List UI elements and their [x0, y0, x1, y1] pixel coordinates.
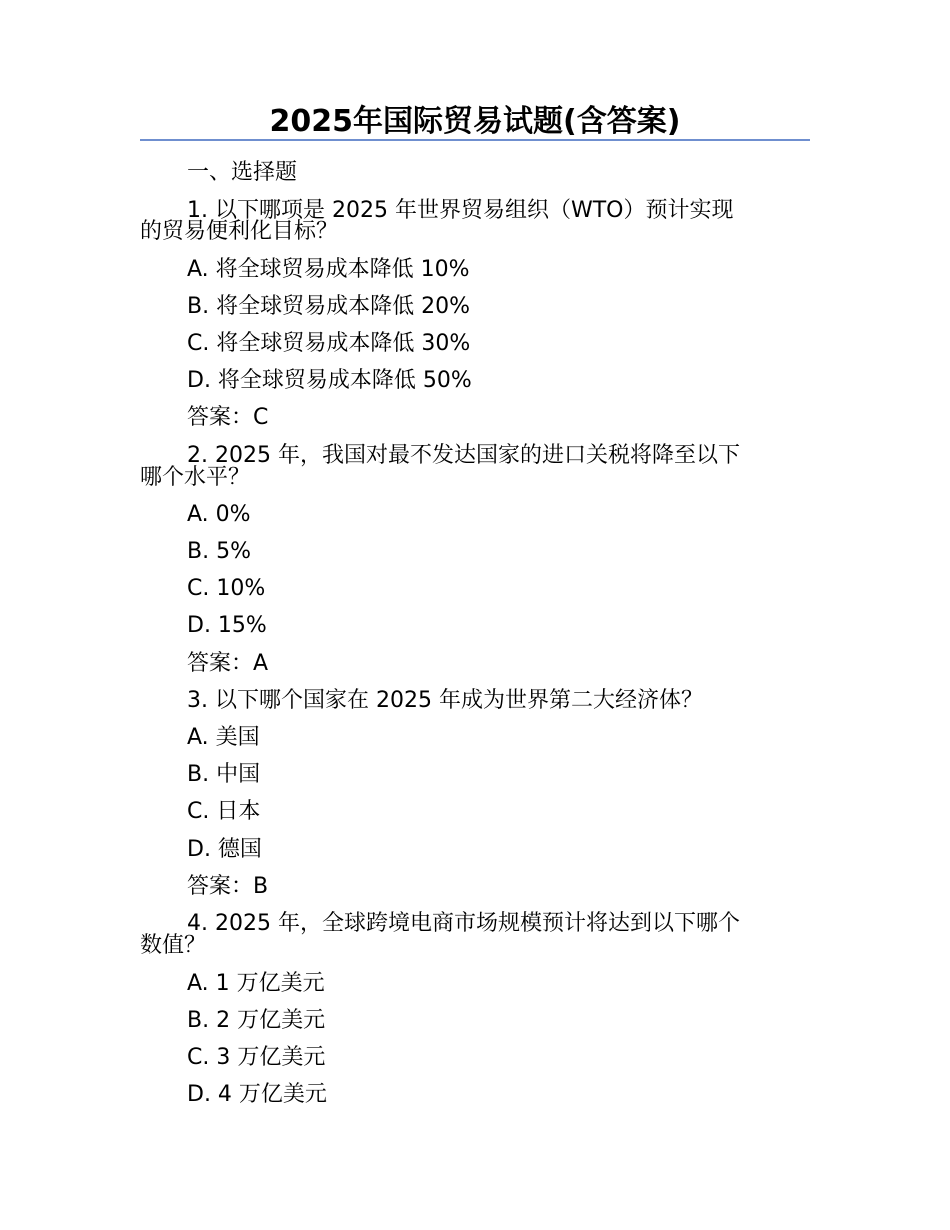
question-1-answer: 答案：C [187, 405, 269, 430]
question-4-option-c: C. 3 万亿美元 [187, 1045, 326, 1070]
question-1-option-a: A. 将全球贸易成本降低 10% [187, 257, 470, 282]
question-2-option-b: B. 5% [187, 539, 251, 564]
question-2-option-d: D. 15% [187, 613, 267, 638]
question-3-option-a: A. 美国 [187, 725, 260, 750]
question-4-stem-line-1: 4. 2025 年，全球跨境电商市场规模预计将达到以下哪个 [187, 911, 740, 936]
question-3-option-b: B. 中国 [187, 762, 261, 787]
question-3-answer: 答案：B [187, 874, 269, 899]
question-1-option-d: D. 将全球贸易成本降低 50% [187, 368, 472, 393]
question-1-stem-line-1: 1. 以下哪项是 2025 年世界贸易组织（WTO）预计实现 [187, 198, 734, 223]
question-1-option-b: B. 将全球贸易成本降低 20% [187, 294, 470, 319]
question-2-option-c: C. 10% [187, 576, 266, 601]
section-heading: 一、选择题 [187, 160, 298, 185]
question-4-option-a: A. 1 万亿美元 [187, 971, 325, 996]
question-1-option-c: C. 将全球贸易成本降低 30% [187, 331, 471, 356]
question-2-option-a: A. 0% [187, 502, 251, 527]
question-2-answer: 答案：A [187, 651, 269, 676]
question-2-stem-line-1: 2. 2025 年，我国对最不发达国家的进口关税将降至以下 [187, 443, 740, 468]
question-4-stem-line-2: 数值？ [140, 933, 207, 958]
question-4-option-b: B. 2 万亿美元 [187, 1008, 326, 1033]
question-3-option-c: C. 日本 [187, 799, 261, 824]
title-underline [140, 139, 810, 141]
question-4-option-d: D. 4 万亿美元 [187, 1082, 327, 1107]
question-3-option-d: D. 德国 [187, 837, 262, 862]
question-2-stem-line-2: 哪个水平？ [140, 465, 251, 490]
question-1-stem-line-2: 的贸易便利化目标？ [140, 219, 339, 244]
document-title: 2025年国际贸易试题(含答案) [269, 104, 681, 139]
question-3-stem: 3. 以下哪个国家在 2025 年成为世界第二大经济体？ [187, 688, 703, 713]
